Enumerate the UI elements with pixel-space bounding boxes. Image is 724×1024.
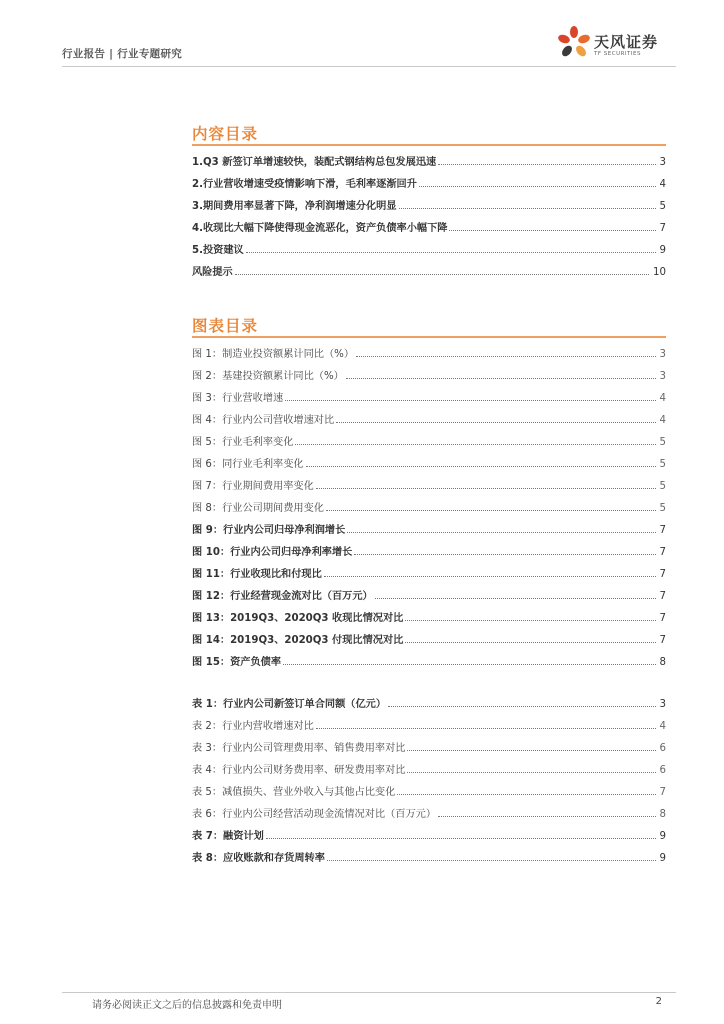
toc-entry-page: 9 xyxy=(659,245,666,256)
toc-leader xyxy=(399,208,656,209)
toc-leader xyxy=(405,620,655,621)
toc-leader xyxy=(346,378,656,379)
toc-entry[interactable] xyxy=(192,152,666,168)
figure-entry-page: 7 xyxy=(659,591,666,602)
figure-entry-text: 图 3：行业营收增速 xyxy=(192,393,284,404)
table-entry[interactable] xyxy=(192,782,666,798)
figure-entry[interactable] xyxy=(192,542,666,558)
toc-entry-page: 3 xyxy=(659,157,666,168)
toc-entry-page: 5 xyxy=(659,201,666,212)
toc-entry-text: 风险提示 xyxy=(192,267,233,278)
toc-entry-text: 4.收现比大幅下降使得现金流恶化，资产负债率小幅下降 xyxy=(192,223,448,234)
figure-entry-page: 7 xyxy=(659,547,666,558)
table-entry-page: 6 xyxy=(659,743,666,754)
page-number: 2 xyxy=(655,996,662,1007)
toc-leader xyxy=(356,356,655,357)
figure-entry-text: 图 15：资产负债率 xyxy=(192,657,282,668)
table-entry-text: 表 6：行业内公司经营活动现金流情况对比（百万元） xyxy=(192,809,437,820)
toc-leader xyxy=(336,422,655,423)
figure-entry[interactable] xyxy=(192,608,666,624)
table-entry[interactable] xyxy=(192,804,666,820)
toc-entry-page: 4 xyxy=(659,179,666,190)
toc-leader xyxy=(438,164,655,165)
toc-leader xyxy=(316,728,656,729)
figure-entry-page: 4 xyxy=(659,393,666,404)
figure-entry-text: 图 10：行业内公司归母净利率增长 xyxy=(192,547,353,558)
toc-leader xyxy=(266,838,656,839)
toc-leader xyxy=(316,488,656,489)
figure-entry-text: 图 9：行业内公司归母净利润增长 xyxy=(192,525,346,536)
figure-entry-page: 5 xyxy=(659,459,666,470)
table-entry[interactable] xyxy=(192,738,666,754)
figure-entry-text: 图 2：基建投资额累计同比（%） xyxy=(192,371,344,382)
toc-entry-page: 7 xyxy=(659,223,666,234)
table-entry-text: 表 4：行业内公司财务费用率、研发费用率对比 xyxy=(192,765,406,776)
figure-entry-page: 3 xyxy=(659,371,666,382)
table-entry[interactable] xyxy=(192,848,666,864)
header-divider xyxy=(62,66,676,67)
figure-entry-text: 图 5：行业毛利率变化 xyxy=(192,437,294,448)
table-entry-text: 表 3：行业内公司管理费用率、销售费用率对比 xyxy=(192,743,406,754)
figure-entry-text: 图 12：行业经营现金流对比（百万元） xyxy=(192,591,373,602)
figure-entry[interactable] xyxy=(192,476,666,492)
figure-entry[interactable] xyxy=(192,388,666,404)
figure-entry[interactable] xyxy=(192,520,666,536)
figure-entry-text: 图 7：行业期间费用率变化 xyxy=(192,481,314,492)
logo-text-en: TF SECURITIES xyxy=(594,51,641,57)
figure-entry-text: 图 13：2019Q3、2020Q3 收现比情况对比 xyxy=(192,613,404,624)
figure-entry-page: 3 xyxy=(659,349,666,360)
table-entry-page: 3 xyxy=(659,699,666,710)
figure-entry[interactable] xyxy=(192,454,666,470)
toc-leader xyxy=(326,510,656,511)
toc-entry-text: 5.投资建议 xyxy=(192,245,244,256)
figure-entry-text: 图 4：行业内公司营收增速对比 xyxy=(192,415,335,426)
table-entry[interactable] xyxy=(192,760,666,776)
figure-entry-page: 7 xyxy=(659,525,666,536)
figure-entry-page: 7 xyxy=(659,635,666,646)
logo-text-cn: 天风证券 xyxy=(594,33,659,51)
figure-entry[interactable] xyxy=(192,344,666,360)
toc-leader xyxy=(438,816,655,817)
table-entry-text: 表 7：融资计划 xyxy=(192,831,264,842)
figure-entry-text: 图 11：行业收现比和付现比 xyxy=(192,569,322,580)
figure-entry[interactable] xyxy=(192,586,666,602)
toc-leader xyxy=(306,466,656,467)
figure-entry-page: 7 xyxy=(659,569,666,580)
table-entry-page: 8 xyxy=(659,809,666,820)
figure-entry[interactable] xyxy=(192,652,666,668)
toc-leader xyxy=(327,860,656,861)
figure-entry[interactable] xyxy=(192,410,666,426)
toc-leader xyxy=(419,186,656,187)
figure-entry[interactable] xyxy=(192,498,666,514)
toc-entry[interactable] xyxy=(192,196,666,212)
toc-entry-text: 2.行业营收增速受疫情影响下滑，毛利率逐渐回升 xyxy=(192,179,417,190)
toc-leader xyxy=(375,598,656,599)
toc-leader xyxy=(397,794,655,795)
toc-leader xyxy=(246,252,656,253)
toc-entry-text: 3.期间费用率显著下降，净利润增速分化明显 xyxy=(192,201,397,212)
toc-leader xyxy=(388,706,656,707)
table-entry-page: 7 xyxy=(659,787,666,798)
figure-entry-page: 5 xyxy=(659,503,666,514)
toc-entry[interactable] xyxy=(192,174,666,190)
toc-entry[interactable] xyxy=(192,218,666,234)
toc-leader xyxy=(449,230,655,231)
contents-title: 内容目录 xyxy=(192,125,259,143)
figure-entry-text: 图 1：制造业投资额累计同比（%） xyxy=(192,349,355,360)
contents-title-rule xyxy=(192,144,666,146)
table-entry[interactable] xyxy=(192,694,666,710)
toc-leader xyxy=(285,400,655,401)
table-entry-page: 9 xyxy=(659,853,666,864)
footer-disclaimer: 请务必阅读正文之后的信息披露和免责申明 xyxy=(92,1000,282,1011)
footer-divider xyxy=(62,992,676,993)
figure-entry[interactable] xyxy=(192,630,666,646)
toc-leader xyxy=(354,554,655,555)
breadcrumb: 行业报告 | 行业专题研究 xyxy=(62,48,183,60)
toc-leader xyxy=(405,642,655,643)
figure-entry-page: 7 xyxy=(659,613,666,624)
table-entry[interactable] xyxy=(192,716,666,732)
toc-leader xyxy=(235,274,649,275)
figure-entry[interactable] xyxy=(192,432,666,448)
figure-entry-page: 5 xyxy=(659,437,666,448)
table-entry-text: 表 2：行业内营收增速对比 xyxy=(192,721,314,732)
figure-entry-page: 8 xyxy=(659,657,666,668)
table-entry-page: 4 xyxy=(659,721,666,732)
table-entry[interactable] xyxy=(192,826,666,842)
figures-title: 图表目录 xyxy=(192,317,259,335)
toc-leader xyxy=(324,576,656,577)
toc-leader xyxy=(407,772,655,773)
figure-entry-text: 图 8：行业公司期间费用变化 xyxy=(192,503,324,514)
figure-entry-text: 图 14：2019Q3、2020Q3 付现比情况对比 xyxy=(192,635,404,646)
figure-entry-page: 4 xyxy=(659,415,666,426)
figure-entry[interactable] xyxy=(192,366,666,382)
toc-leader xyxy=(295,444,655,445)
company-logo xyxy=(556,22,676,62)
figure-entry-text: 图 6：同行业毛利率变化 xyxy=(192,459,304,470)
figure-entry[interactable] xyxy=(192,564,666,580)
toc-entry-page: 10 xyxy=(653,267,666,278)
toc-entry-text: 1.Q3 新签订单增速较快，装配式钢结构总包发展迅速 xyxy=(192,157,437,168)
figure-entry-page: 5 xyxy=(659,481,666,492)
toc-entry[interactable] xyxy=(192,262,666,278)
toc-entry[interactable] xyxy=(192,240,666,256)
table-entry-text: 表 1：行业内公司新签订单合同额（亿元） xyxy=(192,699,387,710)
toc-leader xyxy=(347,532,655,533)
toc-leader xyxy=(283,664,655,665)
table-entry-page: 6 xyxy=(659,765,666,776)
table-entry-page: 9 xyxy=(659,831,666,842)
table-entry-text: 表 5：减值损失、营业外收入与其他占比变化 xyxy=(192,787,396,798)
toc-leader xyxy=(407,750,655,751)
flower-logo-icon xyxy=(556,24,592,60)
table-entry-text: 表 8：应收账款和存货周转率 xyxy=(192,853,325,864)
figures-title-rule xyxy=(192,336,666,338)
